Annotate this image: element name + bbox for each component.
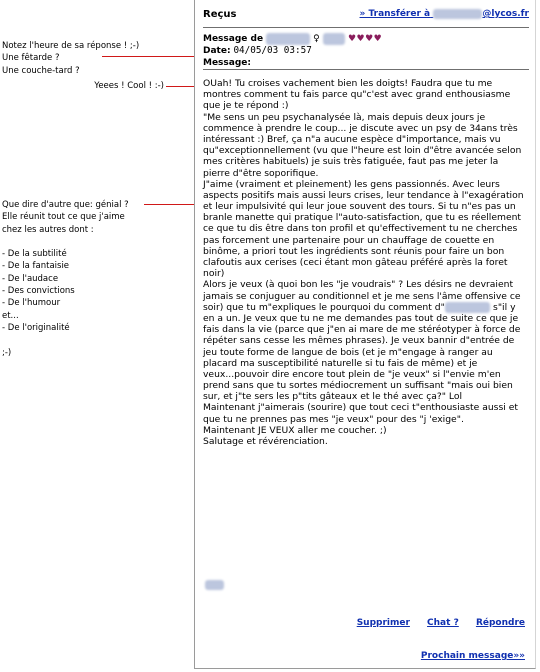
redacted-sender[interactable] [266, 33, 310, 45]
annotation-line [2, 334, 129, 346]
annotation-line [2, 236, 129, 248]
annotation-line: et... [2, 310, 19, 321]
annotation-line: - De l'humour [2, 298, 61, 309]
message-actions [343, 618, 525, 628]
sender-row [203, 33, 382, 45]
annotation-line: - De l'audace [2, 273, 59, 284]
transfer-link[interactable] [360, 9, 529, 19]
annotation-line: Elle réunit tout ce que j'aime [2, 212, 125, 223]
annotation-line: Yeees ! Cool ! :-) [94, 81, 164, 91]
hearts-rating: ♥♥♥♥ [347, 34, 383, 44]
message-meta [203, 33, 382, 69]
redacted-sender-extra [323, 33, 345, 45]
next-message-link[interactable]: Prochain message»» [420, 651, 525, 661]
annotation-line: - De la fantaisie [2, 261, 70, 272]
annotation-cool [60, 80, 164, 92]
meta-divider [203, 69, 529, 70]
message-body-part2: s"il y en a un. Je veux que tu ne me demandes pas tout de suite ce que je fais dans la vie (parce que j"en ai mare de me stéréotyper à force de répéter sans cesse les mêmes phrases). Je veux bannir d"entrée de jeu toute forme de langue de bois (et je m"engage à ranger au placard ma susceptibilité naturelle si tu fais de même) et je veux...pouvoir dire encore tout plein de "je veux" si l"envie m'en prend sans que tu sortes médiocrement un suffisant "mais oui bien sur, et j"te sers les p"tits gâteaux et le thé avec ça?" Lol Maintenant j"aimerais (sourire) que tout ceci t"enthousiaste aussi et que tu ne prennes pas mes "je veux" pour des "j 'exige". Maintenant JE VEUX aller me coucher. ;) Salutage et révérenciation. [203, 301, 521, 447]
signature [205, 572, 224, 591]
message-body [203, 78, 525, 447]
annotation-qualities [2, 199, 129, 359]
annotation-line: ;-) [2, 347, 12, 358]
panel-header [203, 6, 529, 26]
reply-link[interactable]: Répondre [475, 618, 525, 628]
date-row [203, 45, 382, 57]
redacted-signature [205, 580, 224, 590]
annotation-line: Une couche-tard ? [2, 65, 80, 76]
inbox-title: Reçus [203, 9, 237, 20]
gender-icon: ♀ [313, 34, 320, 44]
message-body-part1: OUah! Tu croises vachement bien les doigts! Faudra que tu me montres comment tu fais parce qu"c'est avec grand enthousiasme que je te répond :) "Me sens un peu psychanalysée là, mais depuis deux jours je commence à prendre le coup... je discute avec un psy de 34ans très intéressant :) Bref, ça n"a aucune espèce d"importance, mais vu qu"exceptionnellement (vu que l"heure est loin d"être avancée selon mes critères habituels) je suis très fatiguée, faut pas me jeter la pierre d"être soporifique. J"aime (vraiment et pleinement) les gens passionnés. Avec leurs aspects positifs mais aussi leurs crises, leur tendance à l"exagération et leur impulsivité qui leur joue souvent des tours. Si tu n"es pas un branle manette qui pratique l"auto-satisfaction, que tu es réellement ce que tu dis être dans ton profil et qu'effectivement tu ne cherches pas forcement une partenaire pour un chauffage de couette en binôme, a priori tout les ingrédients sont réunis pour faire un bon clafoutis aux cerises (ceci étant mon gâteau préféré après la foret noir) Alors je veux (à quoi bon les "je voudrais" ? Les désirs ne devraient jamais se conjuguer au conditionnel et je me sens l'âme offensive ce soir) que tu m"expliques le pourquoi du comment d" [203, 78, 524, 313]
transfer-label: » Transférer à [359, 9, 431, 19]
redacted-username [433, 9, 482, 19]
date-value: 04/05/03 03:57 [233, 45, 312, 56]
annotation-time-note [2, 40, 139, 77]
delete-link[interactable]: Supprimer [356, 618, 410, 628]
annotation-line: - De la subtilité [2, 249, 67, 260]
redacted-name [445, 302, 490, 313]
annotation-line: - De l'originalité [2, 322, 70, 333]
header-divider [203, 27, 529, 28]
annotation-line: Que dire d'autre que: génial ? [2, 200, 129, 210]
message-label: Message: [203, 58, 251, 68]
message-label-row [203, 57, 382, 69]
annotation-line: Une fêtarde ? [2, 53, 60, 64]
annotation-line: - Des convictions [2, 286, 75, 297]
annotation-line: chez les autres dont : [2, 224, 94, 235]
transfer-domain: @lycos.fr [482, 9, 529, 19]
chat-link[interactable]: Chat ? [427, 618, 459, 628]
date-label: Date: [203, 46, 231, 56]
message-panel [194, 0, 536, 669]
annotation-line: Notez l'heure de sa réponse ! ;-) [2, 41, 140, 51]
from-label: Message de [203, 34, 264, 44]
